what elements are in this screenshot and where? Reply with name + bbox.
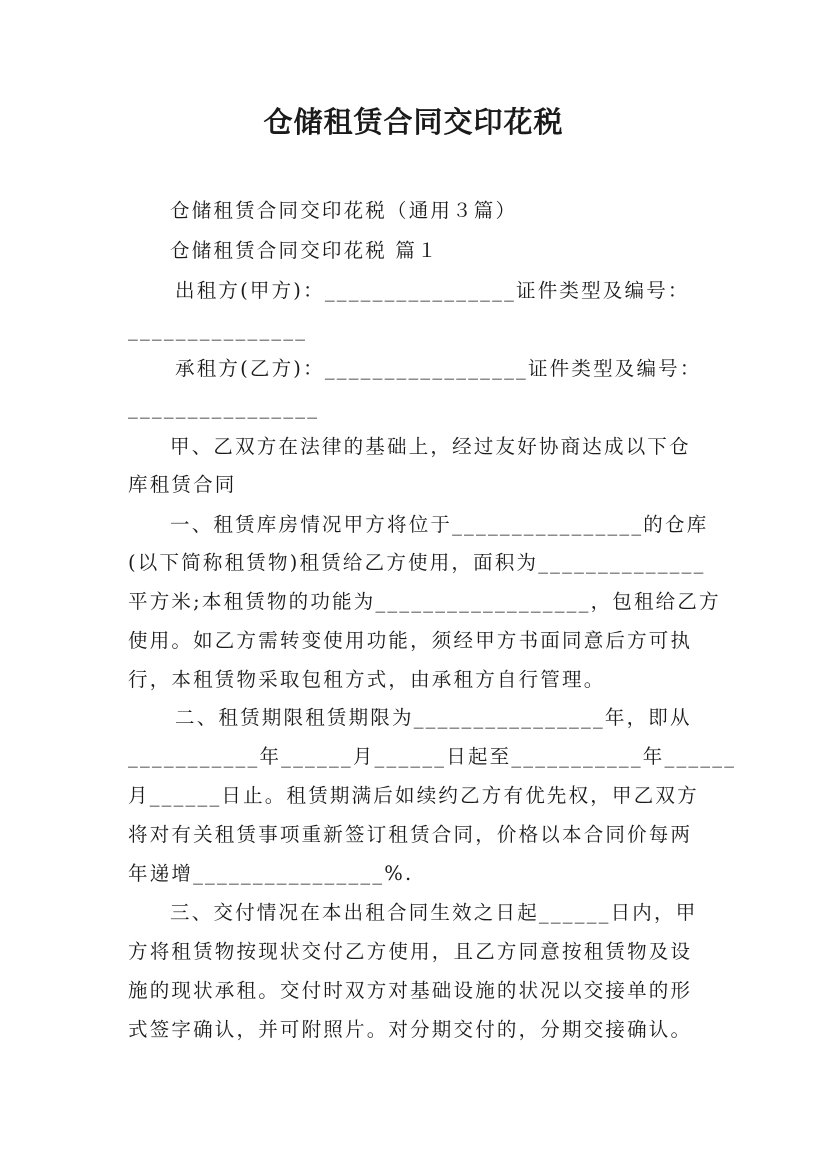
text-line: 承租方(乙方)：_________________证件类型及编号： xyxy=(175,357,702,380)
text-line: ________________ xyxy=(128,396,320,419)
text-line: 仓储租赁合同交印花税 篇１ xyxy=(170,239,439,262)
text-line: 三、交付情况在本出租合同生效之日起______日内，甲 xyxy=(170,901,698,924)
text-line: ___________年______月______日起至___________年______ xyxy=(128,745,737,768)
text-line: 施的现状承租。交付时双方对基础设施的状况以交接单的形 xyxy=(128,979,693,1002)
text-line: 将对有关租赁事项重新签订租赁合同，价格以本合同价每两 xyxy=(128,823,693,846)
text-line: (以下简称租赁物)租赁给乙方使用，面积为______________ xyxy=(128,551,706,574)
text-line: 年递增________________%. xyxy=(128,862,414,885)
text-line: 使用。如乙方需转变使用功能，须经甲方书面同意后方可执 xyxy=(128,629,693,652)
text-line: 式签字确认，并可附照片。对分期交付的，分期交接确认。 xyxy=(128,1018,693,1041)
text-line: 甲、乙双方在法律的基础上，经过友好协商达成以下仓 xyxy=(170,435,691,458)
text-line: 平方米;本租赁物的功能为__________________，包租给乙方 xyxy=(128,590,721,613)
text-line: 行，本租赁物采取包租方式，由承租方自行管理。 xyxy=(128,668,606,691)
text-line: 二、租赁期限租赁期限为________________年，即从 xyxy=(175,706,692,729)
text-line: 库租赁合同 xyxy=(128,473,237,496)
document-title: 仓储租赁合同交印花税 xyxy=(263,105,564,139)
text-line: 一、租赁库房情况甲方将位于________________的仓库 xyxy=(170,513,709,536)
text-line: _______________ xyxy=(128,318,308,341)
text-line: 月______日止。租赁期满后如续约乙方有优先权，甲乙双方 xyxy=(128,784,699,807)
text-line: 出租方(甲方)：________________证件类型及编号： xyxy=(175,279,690,302)
text-line: 仓储租赁合同交印花税（通用３篇） xyxy=(170,199,518,222)
text-line: 方将租赁物按现状交付乙方使用，且乙方同意按租赁物及设 xyxy=(128,940,693,963)
